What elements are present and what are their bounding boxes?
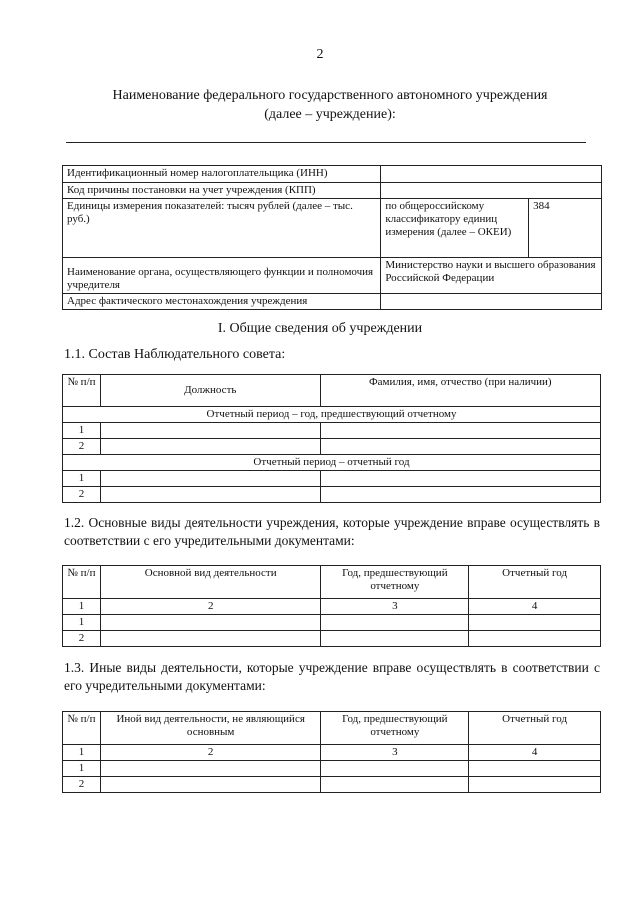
col-activity-header: Основной вид деятельности xyxy=(100,566,321,599)
cell-empty xyxy=(321,777,469,793)
table-row xyxy=(63,294,602,310)
table-row xyxy=(63,439,601,455)
cell-empty xyxy=(100,487,320,503)
cell-empty xyxy=(100,615,321,631)
col-index: 2 xyxy=(100,599,321,615)
col-position-header: Должность xyxy=(100,375,320,407)
table-header-row xyxy=(63,566,601,599)
col-index: 2 xyxy=(100,745,321,761)
subsection-1-1-heading: 1.1. Состав Наблюдательного совета: xyxy=(64,347,286,362)
cell-empty xyxy=(469,615,601,631)
cell-empty xyxy=(320,423,600,439)
row-number: 2 xyxy=(63,439,101,455)
period-row xyxy=(63,407,601,423)
row-number: 2 xyxy=(63,487,101,503)
info-table xyxy=(62,165,602,310)
document-title xyxy=(60,86,600,124)
col-curr-year-header: Отчетный год xyxy=(469,712,601,745)
col-number-header: № п/п xyxy=(63,566,101,599)
table-row xyxy=(63,183,602,199)
table-row xyxy=(63,777,601,793)
units-label: Единицы измерения показателей: тысяч рублей (далее – тыс. руб.) xyxy=(63,199,381,258)
col-name-header: Фамилия, имя, отчество (при наличии) xyxy=(320,375,600,407)
cell-empty xyxy=(100,439,320,455)
table-row xyxy=(63,487,601,503)
cell-empty xyxy=(321,615,469,631)
title-line-1: Наименование федерального государственного автономного учреждения xyxy=(112,88,548,103)
col-index: 1 xyxy=(63,745,101,761)
subsection-1-2-heading: 1.2. Основные виды деятельности учреждения, которые учреждение вправе осуществлять в соответствии с его учредительными документами: xyxy=(64,515,600,548)
col-index: 3 xyxy=(321,599,469,615)
cell-empty xyxy=(320,487,600,503)
cell-empty xyxy=(100,777,321,793)
other-activities-table xyxy=(62,711,601,793)
kpp-label: Код причины постановки на учет учреждения (КПП) xyxy=(63,183,381,199)
col-number-header: № п/п xyxy=(63,375,101,407)
table-row xyxy=(63,258,602,294)
cell-empty xyxy=(100,471,320,487)
col-index: 4 xyxy=(469,599,601,615)
row-number: 1 xyxy=(63,423,101,439)
cell-empty xyxy=(320,439,600,455)
row-number: 2 xyxy=(63,777,101,793)
col-index: 1 xyxy=(63,599,101,615)
col-prev-year-header: Год, предшествующий отчетному xyxy=(321,712,469,745)
inn-label: Идентификационный номер налогоплательщика (ИНН) xyxy=(63,166,381,183)
cell-empty xyxy=(469,777,601,793)
period-curr-label: Отчетный период – отчетный год xyxy=(63,455,601,471)
cell-empty xyxy=(320,471,600,487)
table-row xyxy=(63,199,602,258)
okei-label: по общероссийскому классификатору единиц измерения (далее – ОКЕИ) xyxy=(381,199,529,258)
address-value xyxy=(381,294,602,310)
row-number: 1 xyxy=(63,761,101,777)
organ-label: Наименование органа, осуществляющего функции и полномочия учредителя xyxy=(63,258,381,294)
cell-empty xyxy=(469,631,601,647)
table-row xyxy=(63,423,601,439)
col-index: 4 xyxy=(469,745,601,761)
main-activities-table xyxy=(62,565,601,647)
table-row xyxy=(63,615,601,631)
cell-empty xyxy=(100,631,321,647)
table-row xyxy=(63,761,601,777)
title-line-2: (далее – учреждение): xyxy=(264,107,396,122)
col-index: 3 xyxy=(321,745,469,761)
organ-value: Министерство науки и высшего образования Российской Федерации xyxy=(381,258,602,294)
table-row xyxy=(63,631,601,647)
row-number: 1 xyxy=(63,615,101,631)
institution-name-line xyxy=(66,142,586,143)
column-number-row xyxy=(63,745,601,761)
table-row xyxy=(63,471,601,487)
table-header-row xyxy=(63,712,601,745)
subsection-1-3-heading: 1.3. Иные виды деятельности, которые учреждение вправе осуществлять в соответствии с его учредительными документами: xyxy=(64,660,600,693)
period-prev-label: Отчетный период – год, предшествующий отчетному xyxy=(63,407,601,423)
kpp-value xyxy=(381,183,602,199)
cell-empty xyxy=(321,631,469,647)
section-heading: I. Общие сведения об учреждении xyxy=(217,321,423,336)
column-number-row xyxy=(63,599,601,615)
cell-empty xyxy=(100,761,321,777)
row-number: 2 xyxy=(63,631,101,647)
col-prev-year-header: Год, предшествующий отчетному xyxy=(321,566,469,599)
row-number: 1 xyxy=(63,471,101,487)
col-activity-header: Иной вид деятельности, не являющийся основным xyxy=(100,712,321,745)
page-number: 2 xyxy=(316,47,324,62)
col-curr-year-header: Отчетный год xyxy=(469,566,601,599)
period-row xyxy=(63,455,601,471)
cell-empty xyxy=(469,761,601,777)
table-header-row xyxy=(63,375,601,407)
council-table xyxy=(62,374,601,503)
col-number-header: № п/п xyxy=(63,712,101,745)
address-label: Адрес фактического местонахождения учреждения xyxy=(63,294,381,310)
cell-empty xyxy=(100,423,320,439)
inn-value xyxy=(381,166,602,183)
cell-empty xyxy=(321,761,469,777)
table-row xyxy=(63,166,602,183)
okei-code: 384 xyxy=(529,199,602,258)
